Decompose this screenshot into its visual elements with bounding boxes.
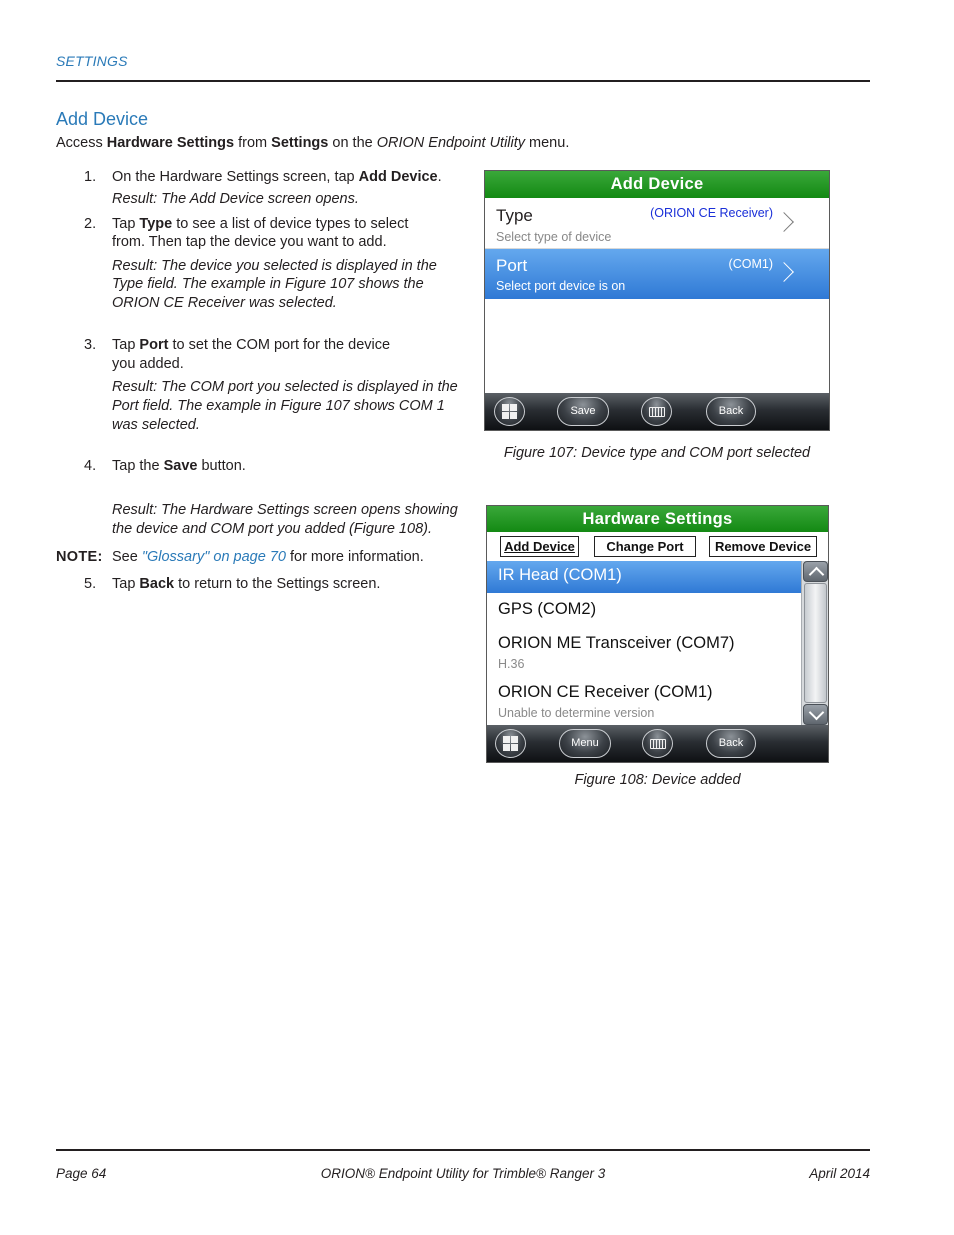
taskbar <box>487 725 828 762</box>
step-number: 2. <box>84 216 97 232</box>
keyboard-icon <box>649 407 665 417</box>
note-label: NOTE: <box>56 549 103 565</box>
keyboard-button[interactable] <box>641 397 672 426</box>
step-bold: Type <box>139 216 173 232</box>
step-number: 5. <box>84 576 97 592</box>
step-4-result: Result: The Hardware Settings screen opens showing <box>112 502 458 518</box>
chevron-right-icon <box>774 262 794 282</box>
intro-text: menu. <box>525 135 570 151</box>
figure-107-caption: Figure 107: Device type and COM port selected <box>503 445 811 461</box>
note-text-part: See <box>112 549 142 565</box>
device-list-item-selected[interactable] <box>487 561 801 593</box>
screen-title: Add Device <box>485 171 829 198</box>
step-text: button. <box>197 458 246 474</box>
footer-date: April 2014 <box>809 1166 870 1181</box>
step-text: On the Hardware Settings screen, tap <box>112 169 359 185</box>
step-1-text <box>112 169 442 185</box>
step-bold: Port <box>139 337 169 353</box>
windows-start-button[interactable] <box>495 729 526 758</box>
add-device-button[interactable]: Add Device <box>500 536 579 557</box>
port-label: Port <box>496 256 528 275</box>
step-number: 4. <box>84 458 97 474</box>
step-3-result: was selected. <box>112 417 200 433</box>
header-rule <box>56 80 870 82</box>
step-text: Tap <box>112 216 140 232</box>
step-2-result: ORION CE Receiver was selected. <box>112 295 337 311</box>
type-value: (ORION CE Receiver) <box>650 206 773 220</box>
footer-document-title: ORION® Endpoint Utility for Trimble® Ranger 3 <box>320 1166 606 1181</box>
step-3-result: Result: The COM port you selected is displayed in the <box>112 379 458 395</box>
step-text: . <box>437 169 442 185</box>
windows-start-button[interactable] <box>494 397 525 426</box>
note-text <box>112 549 424 565</box>
add-device-screen <box>484 170 830 431</box>
step-text: Tap the <box>112 458 164 474</box>
intro-bold-settings: Settings <box>271 135 329 151</box>
keyboard-button[interactable] <box>642 729 673 758</box>
device-name: IR Head (COM1) <box>498 566 622 584</box>
intro-text: from <box>234 135 272 151</box>
step-4-result: the device and COM port you added (Figure 108). <box>112 521 432 537</box>
step-3-text <box>112 337 390 353</box>
step-text: Tap <box>112 337 140 353</box>
save-button[interactable]: Save <box>557 397 609 426</box>
step-3-result: Port field. The example in Figure 107 shows COM 1 <box>112 398 445 414</box>
intro-text: Access <box>56 135 107 151</box>
step-2-text-line2: from. Then tap the device you want to add. <box>112 234 387 250</box>
menu-button[interactable]: Menu <box>559 729 611 758</box>
step-2-result: Type field. The example in Figure 107 shows the <box>112 276 424 292</box>
change-port-button[interactable]: Change Port <box>594 536 696 557</box>
device-version: Unable to determine version <box>498 706 655 720</box>
step-5-text <box>112 576 380 592</box>
figure-108-caption: Figure 108: Device added <box>574 772 741 788</box>
step-1-result: Result: The Add Device screen opens. <box>112 191 359 207</box>
hardware-settings-screen <box>486 505 829 763</box>
device-name: ORION CE Receiver (COM1) <box>498 683 713 701</box>
step-number: 3. <box>84 337 97 353</box>
footer-rule <box>56 1149 870 1151</box>
step-2-text <box>112 216 408 232</box>
step-text: to see a list of device types to select <box>172 216 409 232</box>
chevron-right-icon <box>774 212 794 232</box>
device-name: ORION ME Transceiver (COM7) <box>498 634 735 652</box>
scroll-thumb[interactable] <box>804 583 827 703</box>
step-number: 1. <box>84 169 97 185</box>
windows-icon <box>502 404 517 419</box>
device-version: H.36 <box>498 657 525 671</box>
scrollbar[interactable] <box>801 561 828 726</box>
taskbar <box>485 393 829 430</box>
type-label: Type <box>496 206 533 225</box>
step-bold: Save <box>163 458 198 474</box>
step-2-result: Result: The device you selected is displayed in the <box>112 258 437 274</box>
device-list-item[interactable] <box>487 627 801 677</box>
keyboard-icon <box>650 739 666 749</box>
glossary-link[interactable]: "Glossary" on page 70 <box>141 549 286 565</box>
port-value: (COM1) <box>728 257 773 271</box>
scroll-up-icon[interactable] <box>803 561 828 582</box>
screen-title: Hardware Settings <box>487 506 828 532</box>
footer-page-number: Page 64 <box>56 1166 107 1181</box>
note-text-part: for more information. <box>285 549 424 565</box>
port-row[interactable] <box>485 249 829 299</box>
back-button[interactable]: Back <box>706 729 756 758</box>
windows-icon <box>503 736 518 751</box>
step-4-text <box>112 458 246 474</box>
device-list-item[interactable] <box>487 676 801 726</box>
intro-text: on the <box>328 135 377 151</box>
device-list-item[interactable] <box>487 593 801 626</box>
intro-bold-hardware-settings: Hardware Settings <box>106 135 235 151</box>
step-text: to return to the Settings screen. <box>174 576 381 592</box>
section-title: Add Device <box>56 109 149 129</box>
step-bold: Add Device <box>358 169 438 185</box>
running-header: SETTINGS <box>56 53 128 69</box>
device-name: GPS (COM2) <box>498 600 597 618</box>
scroll-down-icon[interactable] <box>803 704 828 725</box>
back-button[interactable]: Back <box>706 397 756 426</box>
step-text: to set the COM port for the device <box>168 337 391 353</box>
step-3-text-line2: you added. <box>112 356 184 372</box>
intro-paragraph <box>56 135 569 151</box>
step-bold: Back <box>139 576 175 592</box>
type-sublabel: Select type of device <box>496 230 612 244</box>
remove-device-button[interactable]: Remove Device <box>709 536 817 557</box>
port-sublabel: Select port device is on <box>496 279 626 293</box>
step-text: Tap <box>112 576 140 592</box>
type-row[interactable] <box>485 198 829 248</box>
intro-app-name: ORION Endpoint Utility <box>376 135 526 151</box>
